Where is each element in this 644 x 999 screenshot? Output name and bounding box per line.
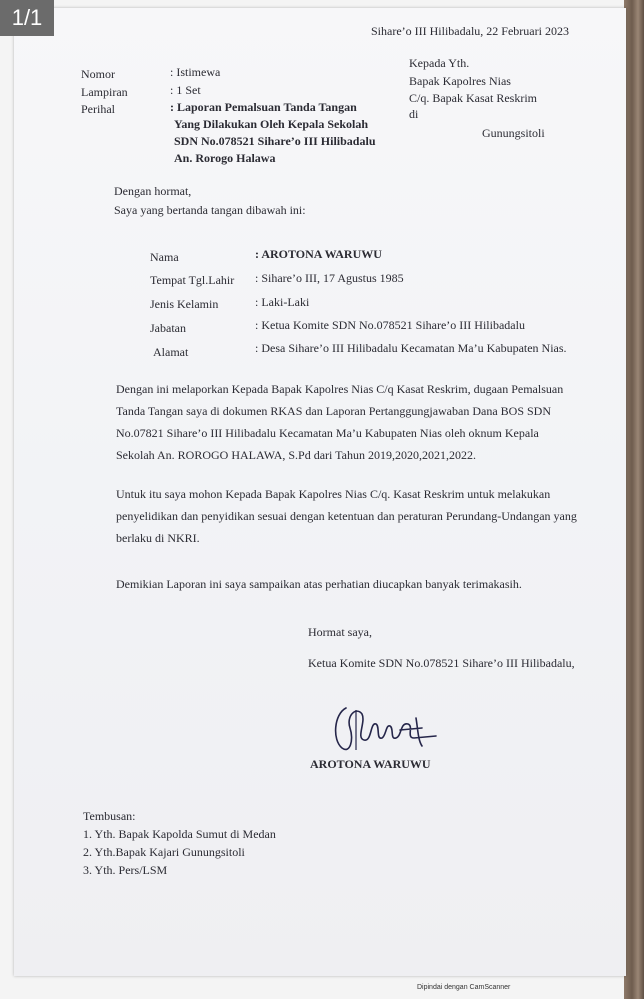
recipient-line-1: Kepada Yth. <box>409 56 470 70</box>
paragraph-request-line: penyelidikan dan penyidikan sesuai dengan ketentuan dan peraturan Perundang-Undangan yang <box>116 509 577 523</box>
ttl-label: Tempat Tgl.Lahir <box>150 273 235 287</box>
recipient-line-4: di <box>409 107 419 121</box>
closing: Hormat saya, <box>308 625 372 639</box>
paragraph-report <box>116 378 586 466</box>
cc-item: 2. Yth.Bapak Kajari Gunungsitoli <box>83 845 245 859</box>
signer-position: Ketua Komite SDN No.078521 Sihare’o III Hilibadalu, <box>308 656 575 670</box>
cc-title: Tembusan: <box>83 809 136 823</box>
perihal-line-2: Yang Dilakukan Oleh Kepala Sekolah <box>174 117 369 131</box>
jk-label: Jenis Kelamin <box>150 297 219 311</box>
intro: Saya yang bertanda tangan dibawah ini: <box>114 203 306 217</box>
page-counter: 1/1 <box>0 0 54 36</box>
signer-name: AROTONA WARUWU <box>310 757 431 771</box>
paragraph-request-line: Untuk itu saya mohon Kepada Bapak Kapolres Nias C/q. Kasat Reskrim untuk melakukan <box>116 487 551 501</box>
signature-graphic <box>326 700 446 760</box>
cc-item: 3. Yth. Pers/LSM <box>83 863 168 877</box>
lampiran-label: Lampiran <box>81 85 128 99</box>
perihal-label: Perihal <box>81 102 115 116</box>
recipient-line-2: Bapak Kapolres Nias <box>409 74 511 88</box>
jabatan-label: Jabatan <box>150 321 186 335</box>
place-date: Sihare’o III Hilibadalu, 22 Februari 2023 <box>371 24 569 38</box>
paragraph-report-line: No.07821 Sihare’o III Hilibadalu Kecamatan Ma’u Kabupaten Nias oleh oknum Kepala <box>116 426 539 440</box>
perihal-line-3: SDN No.078521 Sihare’o III Hilibadalu <box>174 134 376 148</box>
paragraph-request-line: berlaku di NKRI. <box>116 531 200 545</box>
paragraph-request <box>116 483 586 549</box>
scan-footer: Dipindai dengan CamScanner <box>417 984 511 991</box>
perihal-line-1: : Laporan Pemalsuan Tanda Tangan <box>170 100 357 114</box>
nama-label: Nama <box>150 250 179 264</box>
greeting: Dengan hormat, <box>114 184 192 198</box>
alamat-value: : Desa Sihare’o III Hilibadalu Kecamatan Ma’u Kabupaten Nias. <box>255 341 567 355</box>
nomor-value: : Istimewa <box>170 65 221 79</box>
recipient-line-3: C/q. Bapak Kasat Reskrim <box>409 91 537 105</box>
jabatan-value: : Ketua Komite SDN No.078521 Sihare’o III Hilibadalu <box>255 318 525 332</box>
perihal-line-4: An. Rorogo Halawa <box>174 151 276 165</box>
paragraph-closing: Demikian Laporan ini saya sampaikan atas perhatian diucapkan banyak terimakasih. <box>116 577 522 591</box>
ttl-value: : Sihare’o III, 17 Agustus 1985 <box>255 271 404 285</box>
paragraph-report-line: Tanda Tangan saya di dokumen RKAS dan Laporan Pertanggungjawaban Dana BOS SDN <box>116 404 552 418</box>
recipient-city: Gunungsitoli <box>482 126 545 140</box>
cc-item: 1. Yth. Bapak Kapolda Sumut di Medan <box>83 827 276 841</box>
paragraph-report-line: Dengan ini melaporkan Kepada Bapak Kapolres Nias C/q Kasat Reskrim, dugaan Pemalsuan <box>116 382 564 396</box>
nama-value: : AROTONA WARUWU <box>255 247 382 261</box>
lampiran-value: : 1 Set <box>170 83 201 97</box>
table-surface <box>624 0 644 999</box>
jk-value: : Laki-Laki <box>255 295 310 309</box>
nomor-label: Nomor <box>81 67 115 81</box>
paragraph-report-line: Sekolah An. ROROGO HALAWA, S.Pd dari Tahun 2019,2020,2021,2022. <box>116 448 476 462</box>
alamat-label: Alamat <box>153 345 189 359</box>
